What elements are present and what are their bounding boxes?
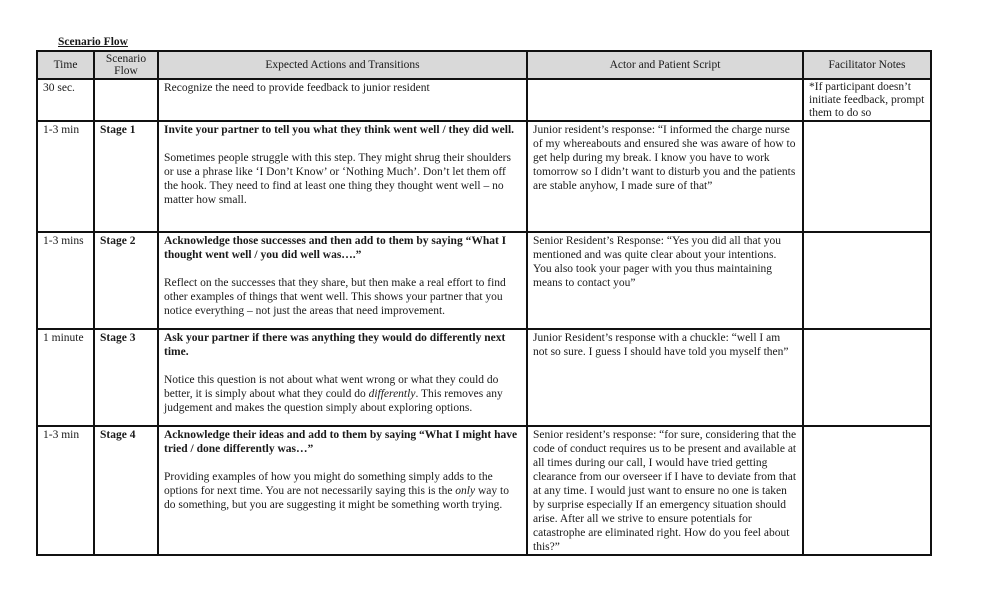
expected-body-text-end: way to do something, but you are suggesting it might be something worth trying. <box>164 485 509 511</box>
cell-expected <box>158 121 527 232</box>
expected-body-emphasis: differently <box>368 388 416 400</box>
expected-body <box>164 276 521 318</box>
expected-body-text-end: . This removes any judgement and makes the question simply about exploring options. <box>164 388 503 414</box>
expected-heading: Invite your partner to tell you what they think went well / they did well. <box>164 124 515 136</box>
cell-expected <box>158 426 527 555</box>
facilitator-note: *If participant doesn’t initiate feedback, prompt them to do so <box>809 81 925 119</box>
cell-expected <box>158 329 527 426</box>
table-row <box>37 79 931 121</box>
script-text: Senior Resident’s Response: “Yes you did all that you mentioned and was quite clear about your intentions. You also took your pager with you thus maintaining means to contact you” <box>533 235 781 289</box>
cell-notes <box>803 232 931 329</box>
cell-notes <box>803 329 931 426</box>
cell-stage: Stage 4 <box>94 426 158 555</box>
script-text: Junior Resident’s response with a chuckle: “well I am not so sure. I guess I should have told you myself then” <box>533 332 789 358</box>
script-text: Junior resident’s response: “I informed the charge nurse of my whereabouts and ensured she was aware of how to get help during my break. I know you have to work tomorrow so I didn’t want to disturb you and the patients are stable anyhow, I made sure of that” <box>533 124 796 192</box>
expected-text: Recognize the need to provide feedback to junior resident <box>164 82 430 94</box>
cell-expected <box>158 232 527 329</box>
table-row <box>37 426 931 555</box>
cell-notes <box>803 426 931 555</box>
expected-body-text: Sometimes people struggle with this step. They might shrug their shoulders or use a phrase like ‘I Don’t Know’ or ‘Nothing Much’. Don’t let them off the hook. They need to find at least one thing they thought went well – no matter how small. <box>164 152 511 206</box>
cell-stage: Stage 3 <box>94 329 158 426</box>
expected-body <box>164 151 521 207</box>
script-text: Senior resident’s response: “for sure, considering that the code of conduct requires us to be present and available at all times during our call, I would have tried getting clearance from our overseer if I have to deviate from that at any time. I would just want to ensure no one is taken by surprise especially If an emergency situation should arise. After all we strive to ensure potentials for catastrophe are eliminated right. How do you feel about this?” <box>533 429 797 553</box>
cell-stage: Stage 1 <box>94 121 158 232</box>
cell-notes <box>803 121 931 232</box>
table-row <box>37 329 931 426</box>
cell-stage <box>94 79 158 121</box>
expected-body-emphasis: only <box>455 485 476 497</box>
header-scenario-flow: Scenario Flow <box>94 51 158 79</box>
cell-script <box>527 79 803 121</box>
expected-heading: Acknowledge their ideas and add to them by saying “What I might have tried / done differently was…” <box>164 429 518 455</box>
header-expected-actions: Expected Actions and Transitions <box>158 51 527 79</box>
expected-body-text: Notice this question is not about what went wrong or what they could do better, it is simply about what they could do <box>164 374 499 400</box>
table-row <box>37 232 931 329</box>
table-header-row <box>37 51 931 79</box>
cell-script <box>527 426 803 555</box>
header-facilitator-notes: Facilitator Notes <box>803 51 931 79</box>
header-actor-script: Actor and Patient Script <box>527 51 803 79</box>
cell-time: 1-3 mins <box>37 232 94 329</box>
expected-body-text: Reflect on the successes that they share, but then make a real effort to find other examples of things that went well. This shows your partner that you notice everything – not just the areas that need improvement. <box>164 277 506 317</box>
header-time: Time <box>37 51 94 79</box>
table-row <box>37 121 931 232</box>
expected-heading: Acknowledge those successes and then add to them by saying “What I thought went well / you did well was….” <box>164 235 507 261</box>
expected-heading: Ask your partner if there was anything they would do differently next time. <box>164 332 506 358</box>
expected-body <box>164 470 521 512</box>
cell-time: 30 sec. <box>37 79 94 121</box>
cell-script <box>527 121 803 232</box>
cell-time: 1-3 min <box>37 426 94 555</box>
cell-notes <box>803 79 931 121</box>
scenario-flow-table <box>36 50 932 556</box>
expected-body-text: Providing examples of how you might do something simply adds to the options for next time. You are not necessarily saying this is the <box>164 471 493 497</box>
cell-script <box>527 232 803 329</box>
cell-expected <box>158 79 527 121</box>
document-title: Scenario Flow <box>58 36 128 48</box>
cell-time: 1 minute <box>37 329 94 426</box>
cell-script <box>527 329 803 426</box>
cell-time: 1-3 min <box>37 121 94 232</box>
expected-body <box>164 373 521 415</box>
cell-stage: Stage 2 <box>94 232 158 329</box>
